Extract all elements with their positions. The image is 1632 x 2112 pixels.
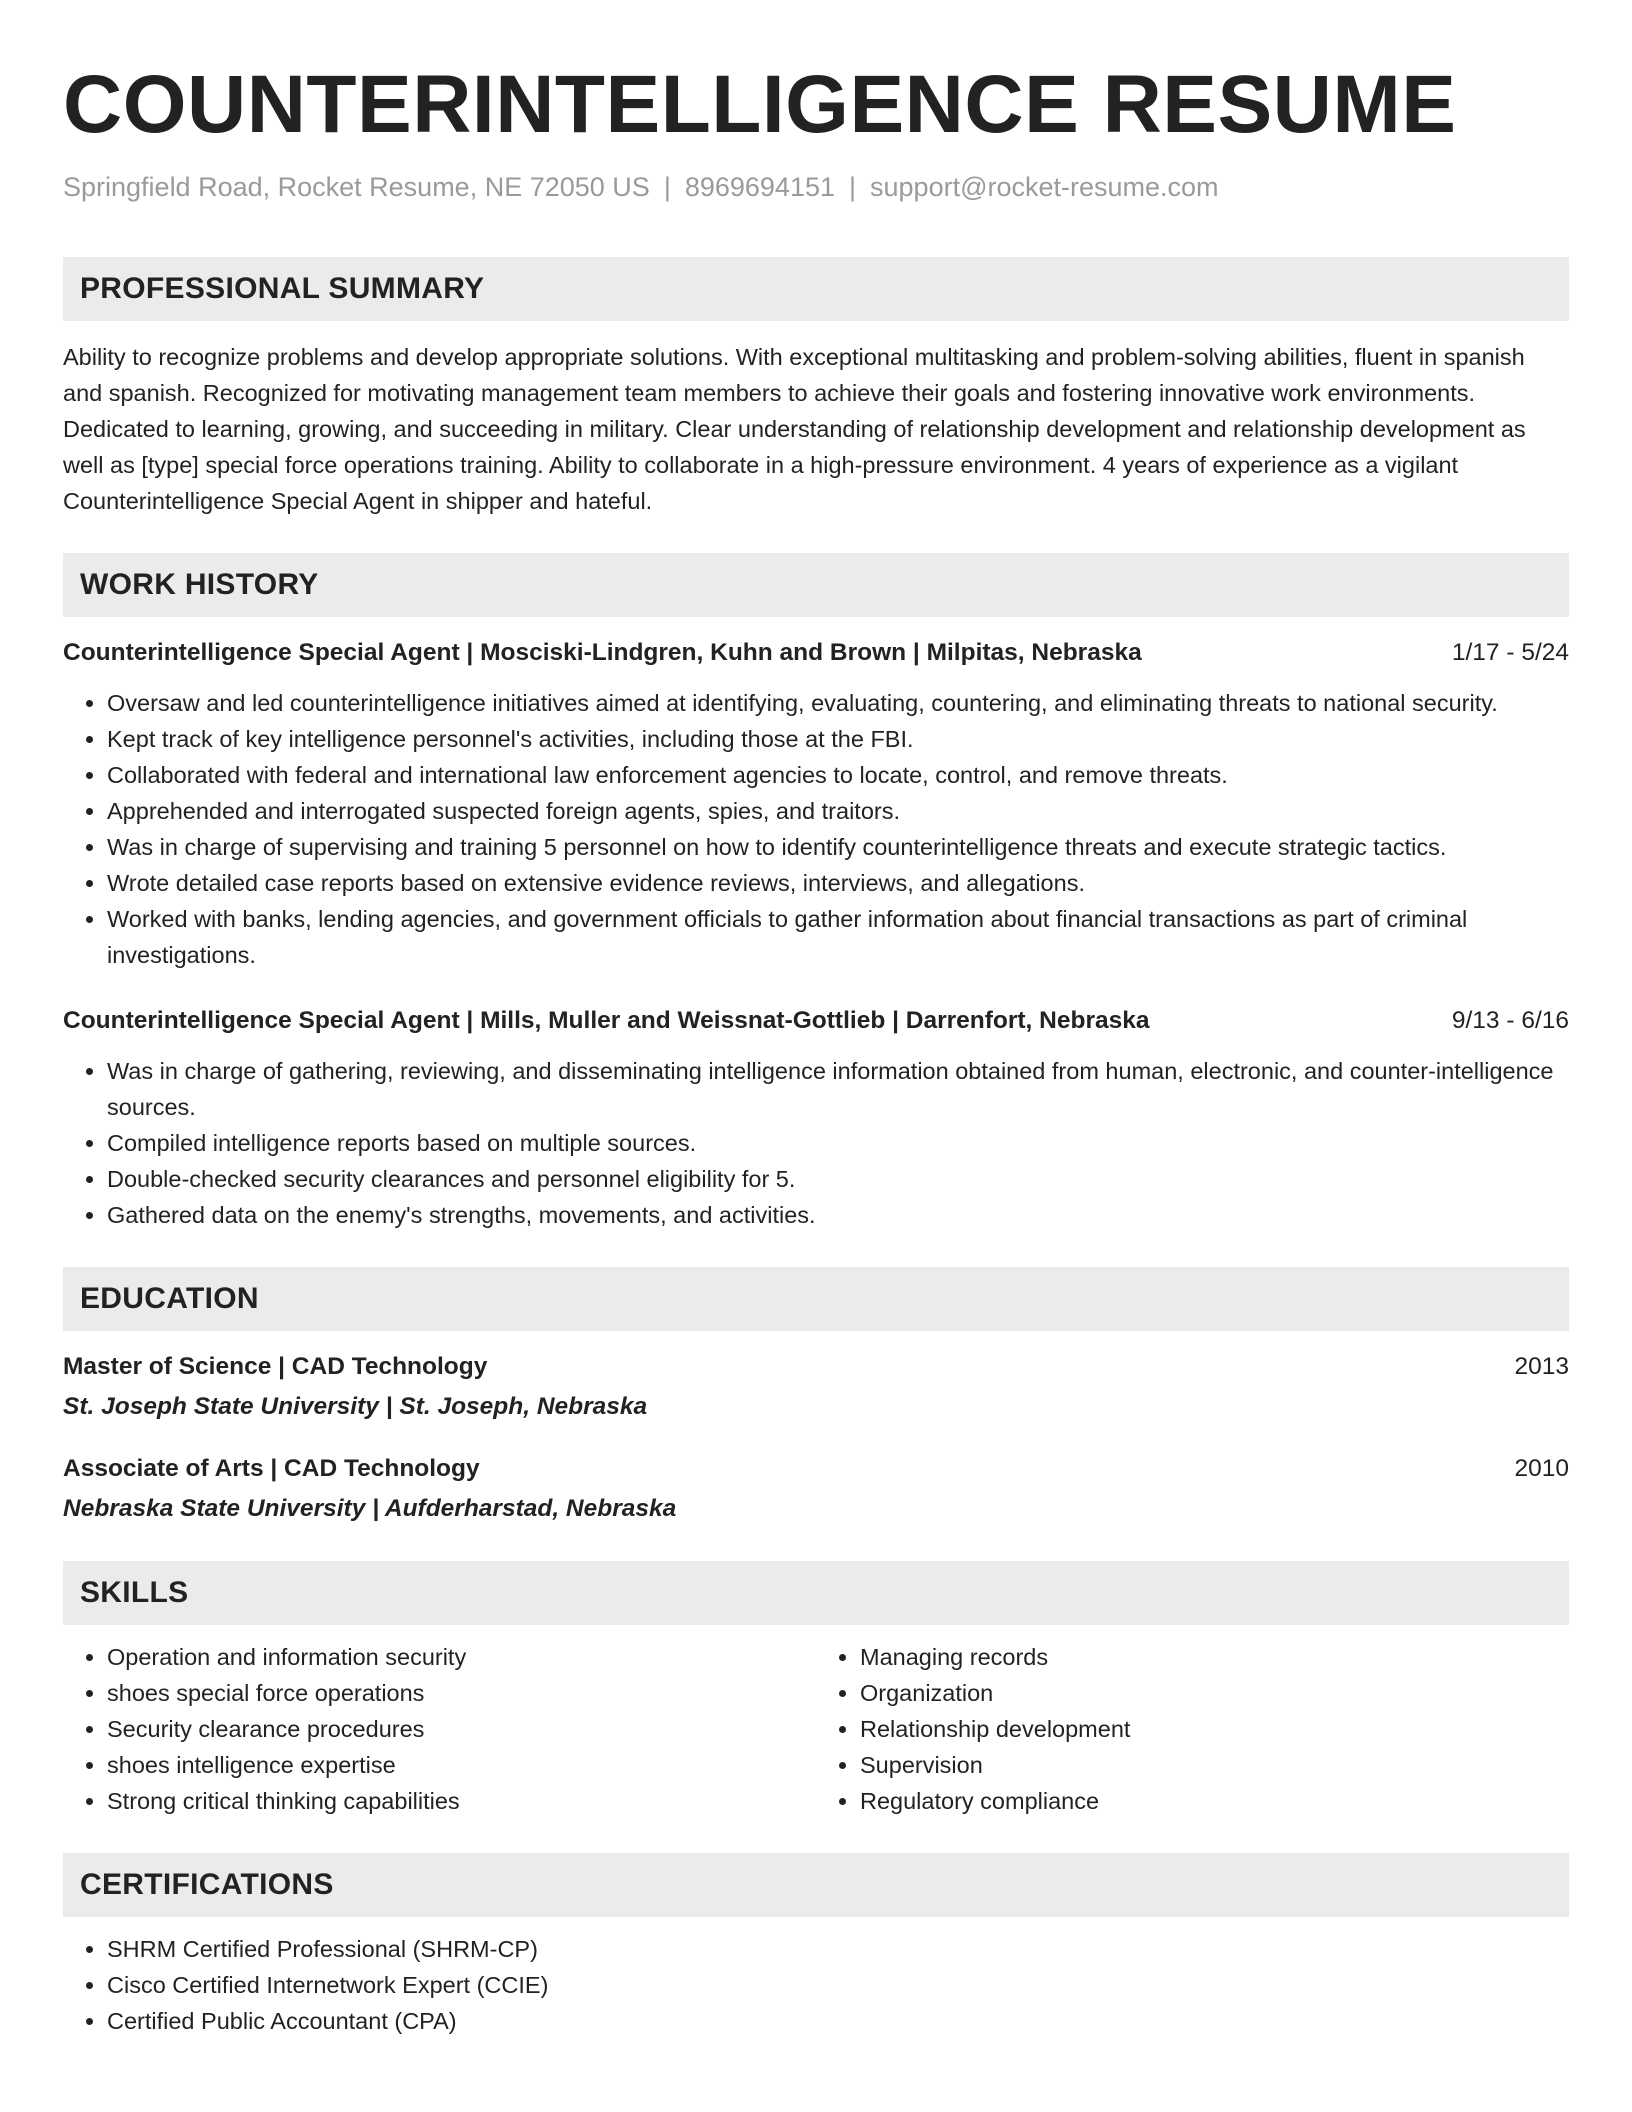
job-dates: 1/17 - 5/24 [1451, 639, 1569, 666]
job-bullet: • Wrote detailed case reports based on extensive evidence reviews, interviews, and allegations. [107, 865, 1569, 901]
certification-item: • Cisco Certified Internetwork Expert (CCIE) [107, 1967, 1569, 2003]
education-entry [63, 1349, 1569, 1425]
certifications-section-header [63, 1853, 1569, 1917]
work-heading: WORK HISTORY [80, 568, 319, 601]
job-bullet: • Collaborated with federal and international law enforcement agencies to locate, control, and remove threats. [107, 757, 1569, 793]
job-bullet: • Kept track of key intelligence personnel's activities, including those at the FBI. [107, 721, 1569, 757]
skills-list [63, 1639, 1569, 1819]
job-bullet: • Apprehended and interrogated suspected foreign agents, spies, and traitors. [107, 793, 1569, 829]
job-entry [63, 1003, 1569, 1233]
job-header-row [63, 635, 1569, 671]
contact-email: support@rocket-resume.com [870, 172, 1219, 202]
skill-item: • Operation and information security [107, 1639, 816, 1675]
certification-item: • Certified Public Accountant (CPA) [107, 2003, 1569, 2039]
skills-heading: SKILLS [80, 1576, 189, 1609]
skill-item: • Regulatory compliance [860, 1783, 1569, 1819]
education-year: 2013 [1514, 1353, 1569, 1380]
education-school: St. Joseph State University | St. Joseph, Nebraska [63, 1393, 648, 1420]
skills-section-header [63, 1561, 1569, 1625]
job-bullet: • Double-checked security clearances and personnel eligibility for 5. [107, 1161, 1569, 1197]
contact-separator: | [663, 172, 671, 202]
contact-separator: | [849, 172, 857, 202]
job-bullet: • Gathered data on the enemy's strengths, movements, and activities. [107, 1197, 1569, 1233]
job-entry [63, 635, 1569, 973]
job-dates: 9/13 - 6/16 [1451, 1007, 1569, 1034]
job-bullet: • Was in charge of gathering, reviewing, and disseminating intelligence information obtained from human, electronic, and counter-intelligence sources. [107, 1053, 1569, 1125]
work-section-header [63, 553, 1569, 617]
summary-section-header [63, 257, 1569, 321]
education-heading: EDUCATION [80, 1282, 259, 1315]
job-title: Counterintelligence Special Agent | Mills, Muller and Weissnat-Gottlieb | Darrenfort, Nebraska [63, 1007, 1150, 1034]
education-section-header [63, 1267, 1569, 1331]
skill-item: • Managing records [860, 1639, 1569, 1675]
skill-item: • Strong critical thinking capabilities [107, 1783, 816, 1819]
education-entry [63, 1451, 1569, 1527]
resume-name: COUNTERINTELLIGENCE RESUME [63, 59, 1457, 150]
summary-heading: PROFESSIONAL SUMMARY [80, 272, 485, 305]
education-header-row [63, 1451, 1569, 1487]
education-year: 2010 [1514, 1455, 1569, 1482]
certifications-list [63, 1931, 1569, 2039]
skill-item: • shoes intelligence expertise [107, 1747, 816, 1783]
education-degree: Master of Science | CAD Technology [63, 1353, 488, 1380]
contact-phone: 8969694151 [684, 172, 835, 202]
skills-column-left [63, 1639, 816, 1819]
job-header-row [63, 1003, 1569, 1039]
contact-line [63, 167, 1569, 207]
job-bullet: • Compiled intelligence reports based on multiple sources. [107, 1125, 1569, 1161]
certifications-heading: CERTIFICATIONS [80, 1868, 334, 1901]
skill-item: • Organization [860, 1675, 1569, 1711]
skills-column-right [816, 1639, 1569, 1819]
summary-text: Ability to recognize problems and develop appropriate solutions. With exceptional multitasking and problem-solving abilities, fluent in spanish and spanish. Recognized for motivating management team members to achieve their goals and fostering innovative work environments. Dedicated to learning, growing, and succeeding in military. Clear understanding of relationship development and relationship development as well as [type] special force operations training. Ability to collaborate in a high-pressure environment. 4 years of experience as a vigilant Counterintelligence Special Agent in shipper and hateful. [63, 344, 1526, 514]
job-bullets [63, 685, 1569, 973]
certification-item: • SHRM Certified Professional (SHRM-CP) [107, 1931, 1569, 1967]
job-title: Counterintelligence Special Agent | Mosciski-Lindgren, Kuhn and Brown | Milpitas, Nebraska [63, 639, 1142, 666]
job-bullet: • Was in charge of supervising and training 5 personnel on how to identify counterintelligence threats and execute strategic tactics. [107, 829, 1569, 865]
job-bullet: • Worked with banks, lending agencies, and government officials to gather information about financial transactions as part of criminal investigations. [107, 901, 1569, 973]
skill-item: • Supervision [860, 1747, 1569, 1783]
skill-item: • shoes special force operations [107, 1675, 816, 1711]
contact-address: Springfield Road, Rocket Resume, NE 72050 US [63, 172, 650, 202]
job-bullets [63, 1053, 1569, 1233]
education-school: Nebraska State University | Aufderharstad, Nebraska [63, 1495, 677, 1522]
job-bullet: • Oversaw and led counterintelligence initiatives aimed at identifying, evaluating, countering, and eliminating threats to national security. [107, 685, 1569, 721]
skill-item: • Relationship development [860, 1711, 1569, 1747]
education-header-row [63, 1349, 1569, 1385]
skill-item: • Security clearance procedures [107, 1711, 816, 1747]
education-degree: Associate of Arts | CAD Technology [63, 1455, 480, 1482]
